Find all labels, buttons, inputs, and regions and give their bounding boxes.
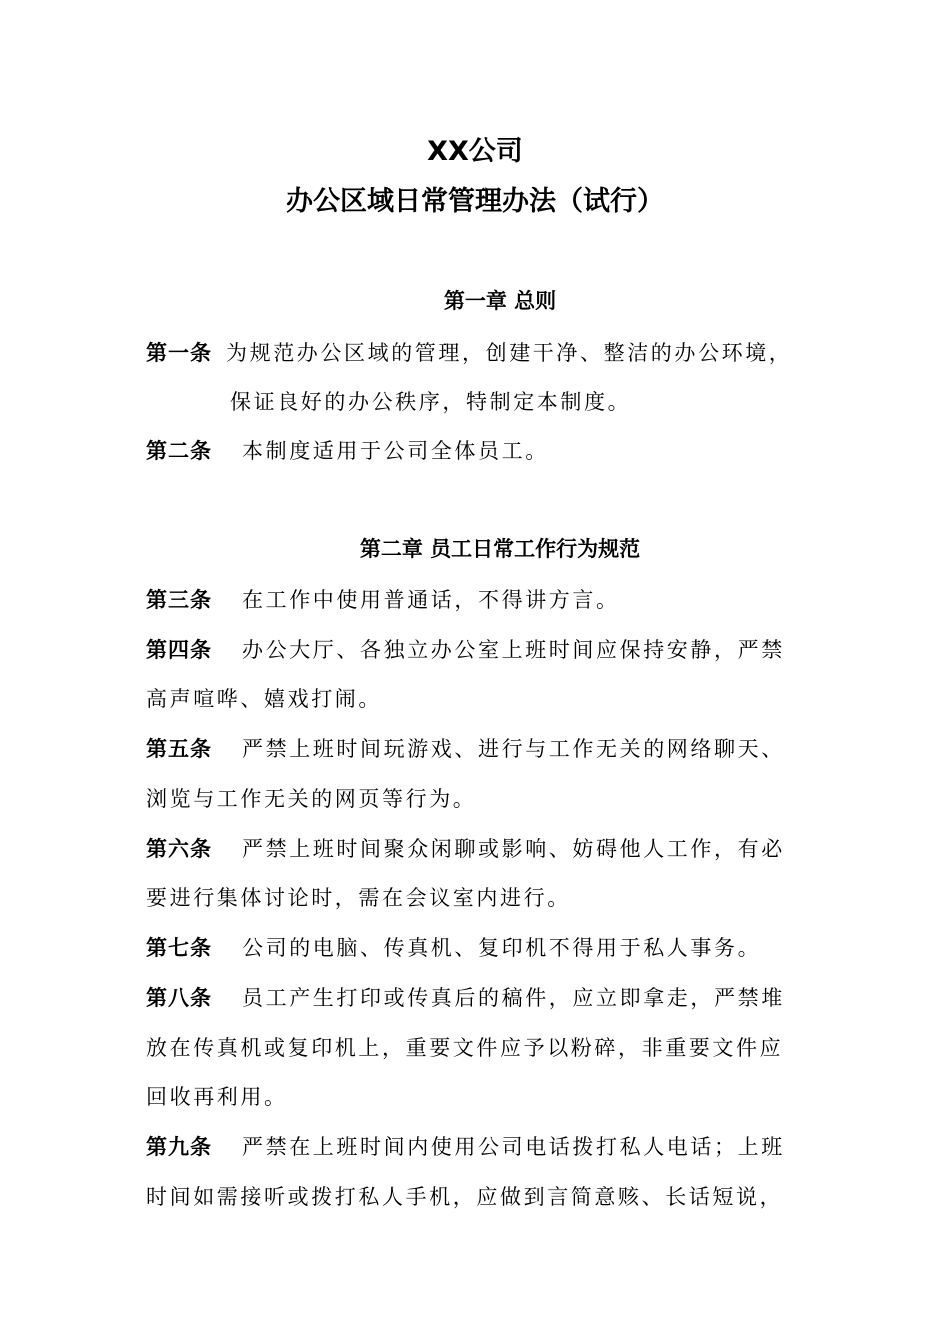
article-text: 保证良好的办公秩序，特制定本制度。 [230,390,632,414]
article-label: 第二条 [146,439,212,463]
article-line [146,685,806,713]
article-text: 为规范办公区域的管理，创建干净、整洁的办公环境， [226,341,793,365]
article-text: 本制度适用于公司全体员工。 [242,439,549,463]
article-line [146,636,806,664]
article-line [146,586,806,614]
article-label: 第四条 [146,638,212,662]
article-line [146,339,806,367]
article-text: 回收再利用。 [146,1085,288,1109]
article-text: 高声喧哗、嬉戏打闹。 [146,687,382,711]
article-text: 在工作中使用普通话，不得讲方言。 [242,588,620,612]
article-line [146,984,806,1012]
chapter-heading: 第二章 员工日常工作行为规范 [359,536,641,561]
article-text: 严禁在上班时间内使用公司电话拨打私人电话；上班 [242,1135,785,1159]
article-text: 办公大厅、各独立办公室上班时间应保持安静，严禁 [242,638,785,662]
article-label: 第九条 [146,1135,212,1159]
article-line [146,1034,806,1062]
article-text: 浏览与工作无关的网页等行为。 [146,787,477,811]
article-text: 时间如需接听或拨打私人手机，应做到言简意赅、长话短说， [146,1185,784,1209]
document-title: 办公区域日常管理办法（试行） [286,186,664,217]
article-line [230,388,890,416]
article-text: 要进行集体讨论时，需在会议室内进行。 [146,886,571,910]
article-line [146,1133,806,1161]
article-label: 第八条 [146,986,212,1010]
article-line [146,934,806,962]
article-label: 第七条 [146,936,212,960]
article-line [146,835,806,863]
chapter-heading: 第一章 总则 [443,288,557,313]
article-text: 员工产生打印或传真后的稿件，应立即拿走，严禁堆 [242,986,785,1010]
company-name: XX公司 [427,136,523,167]
article-line [146,437,806,465]
article-text: 严禁上班时间玩游戏、进行与工作无关的网络聊天、 [242,737,785,761]
article-text: 放在传真机或复印机上，重要文件应予以粉碎，非重要文件应 [146,1036,784,1060]
article-line [146,884,806,912]
article-label: 第三条 [146,588,212,612]
article-text: 公司的电脑、传真机、复印机不得用于私人事务。 [242,936,762,960]
article-line [146,735,806,763]
article-line [146,785,806,813]
article-label: 第一条 [146,341,212,365]
article-text: 严禁上班时间聚众闲聊或影响、妨碍他人工作，有必 [242,837,785,861]
article-label: 第五条 [146,737,212,761]
article-line [146,1083,806,1111]
article-line [146,1183,806,1211]
article-label: 第六条 [146,837,212,861]
